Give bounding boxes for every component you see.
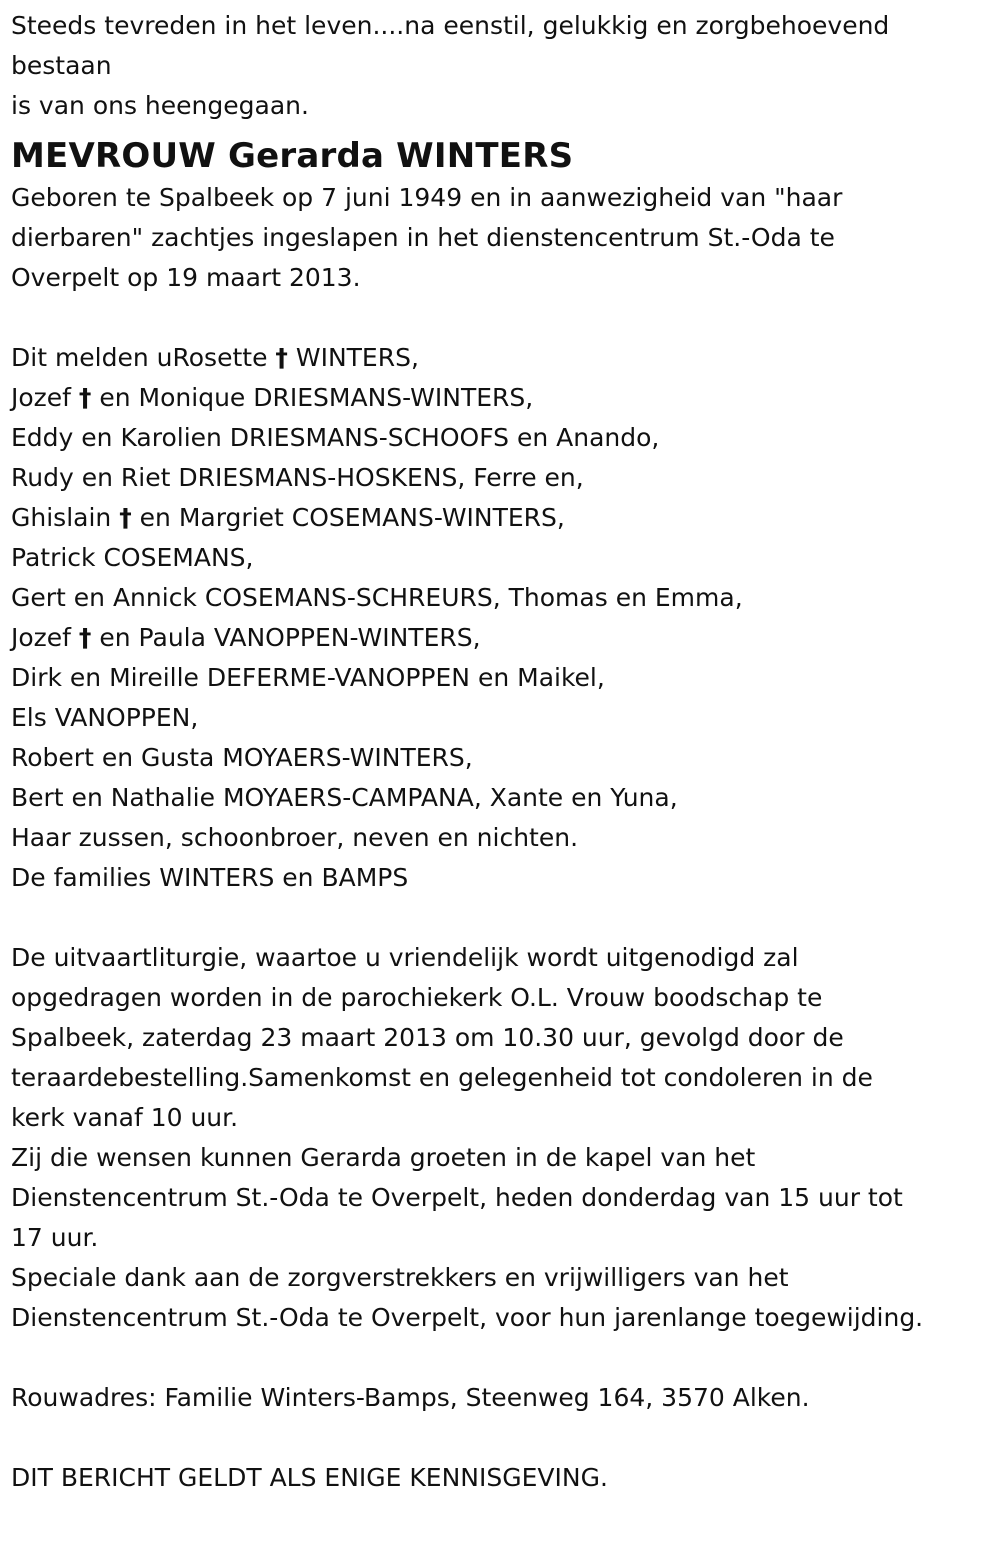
family-line xyxy=(11,618,991,658)
funeral-line: Zij die wensen kunnen Gerarda groeten in de kapel van het xyxy=(11,1143,756,1172)
intro-text xyxy=(11,6,991,126)
family-text: Dit melden uRosette xyxy=(11,343,276,372)
closing-notice: DIT BERICHT GELDT ALS ENIGE KENNISGEVING. xyxy=(11,1463,608,1492)
cross-icon: † xyxy=(275,343,288,372)
birth-line: Overpelt op 19 maart 2013. xyxy=(11,263,361,292)
birth-line: Geboren te Spalbeek op 7 juni 1949 en in aanwezigheid van "haar xyxy=(11,183,843,212)
family-line: Patrick COSEMANS, xyxy=(11,543,254,572)
family-line: Robert en Gusta MOYAERS-WINTERS, xyxy=(11,743,473,772)
funeral-line: Dienstencentrum St.-Oda te Overpelt, voor hun jarenlange toegewijding. xyxy=(11,1303,924,1332)
intro-line: bestaan xyxy=(11,51,112,80)
birth-line: dierbaren" zachtjes ingeslapen in het dienstencentrum St.-Oda te xyxy=(11,223,835,252)
cross-icon: † xyxy=(78,623,92,652)
family-line xyxy=(11,338,991,378)
spacer xyxy=(11,298,991,338)
funeral-line: De uitvaartliturgie, waartoe u vriendelijk wordt uitgenodigd zal xyxy=(11,943,799,972)
deceased-name-title: MEVROUW Gerarda WINTERS xyxy=(11,136,574,176)
family-text: WINTERS, xyxy=(287,343,419,372)
obituary-notice xyxy=(11,6,991,1498)
family-line: Dirk en Mireille DEFERME-VANOPPEN en Maikel, xyxy=(11,663,605,692)
family-text: en Margriet COSEMANS-WINTERS, xyxy=(131,503,565,532)
family-line: Gert en Annick COSEMANS-SCHREURS, Thomas en Emma, xyxy=(11,583,743,612)
spacer xyxy=(11,898,991,938)
family-line: Els VANOPPEN, xyxy=(11,703,199,732)
funeral-line: 17 uur. xyxy=(11,1223,99,1252)
funeral-line: teraardebestelling.Samenkomst en gelegenheid tot condoleren in de xyxy=(11,1063,873,1092)
funeral-line: Speciale dank aan de zorgverstrekkers en vrijwilligers van het xyxy=(11,1263,789,1292)
family-text: en Paula VANOPPEN-WINTERS, xyxy=(91,623,481,652)
family-line: Haar zussen, schoonbroer, neven en nichten. xyxy=(11,823,579,852)
family-text: Jozef xyxy=(11,383,79,412)
spacer xyxy=(11,1418,991,1458)
funeral-line: Dienstencentrum St.-Oda te Overpelt, heden donderdag van 15 uur tot xyxy=(11,1183,903,1212)
family-line xyxy=(11,498,991,538)
family-line: De families WINTERS en BAMPS xyxy=(11,863,409,892)
family-line: Eddy en Karolien DRIESMANS-SCHOOFS en Anando, xyxy=(11,423,660,452)
intro-line: Steeds tevreden in het leven....na eenstil, gelukkig en zorgbehoevend xyxy=(11,11,890,40)
family-line: Bert en Nathalie MOYAERS-CAMPANA, Xante en Yuna, xyxy=(11,783,678,812)
cross-icon: † xyxy=(119,503,132,532)
cross-icon: † xyxy=(78,383,92,412)
family-line xyxy=(11,378,991,418)
spacer xyxy=(11,1338,991,1378)
mourning-address: Rouwadres: Familie Winters-Bamps, Steenweg 164, 3570 Alken. xyxy=(11,1383,810,1412)
family-line: Rudy en Riet DRIESMANS-HOSKENS, Ferre en, xyxy=(11,463,584,492)
intro-line: is van ons heengegaan. xyxy=(11,91,309,120)
funeral-line: opgedragen worden in de parochiekerk O.L. Vrouw boodschap te xyxy=(11,983,823,1012)
family-text: Jozef xyxy=(11,623,79,652)
birth-death-text xyxy=(11,178,991,298)
family-text: Ghislain xyxy=(11,503,120,532)
funeral-line: kerk vanaf 10 uur. xyxy=(11,1103,239,1132)
funeral-line: Spalbeek, zaterdag 23 maart 2013 om 10.30 uur, gevolgd door de xyxy=(11,1023,844,1052)
family-list xyxy=(11,338,991,898)
family-text: en Monique DRIESMANS-WINTERS, xyxy=(91,383,534,412)
funeral-details xyxy=(11,938,991,1338)
